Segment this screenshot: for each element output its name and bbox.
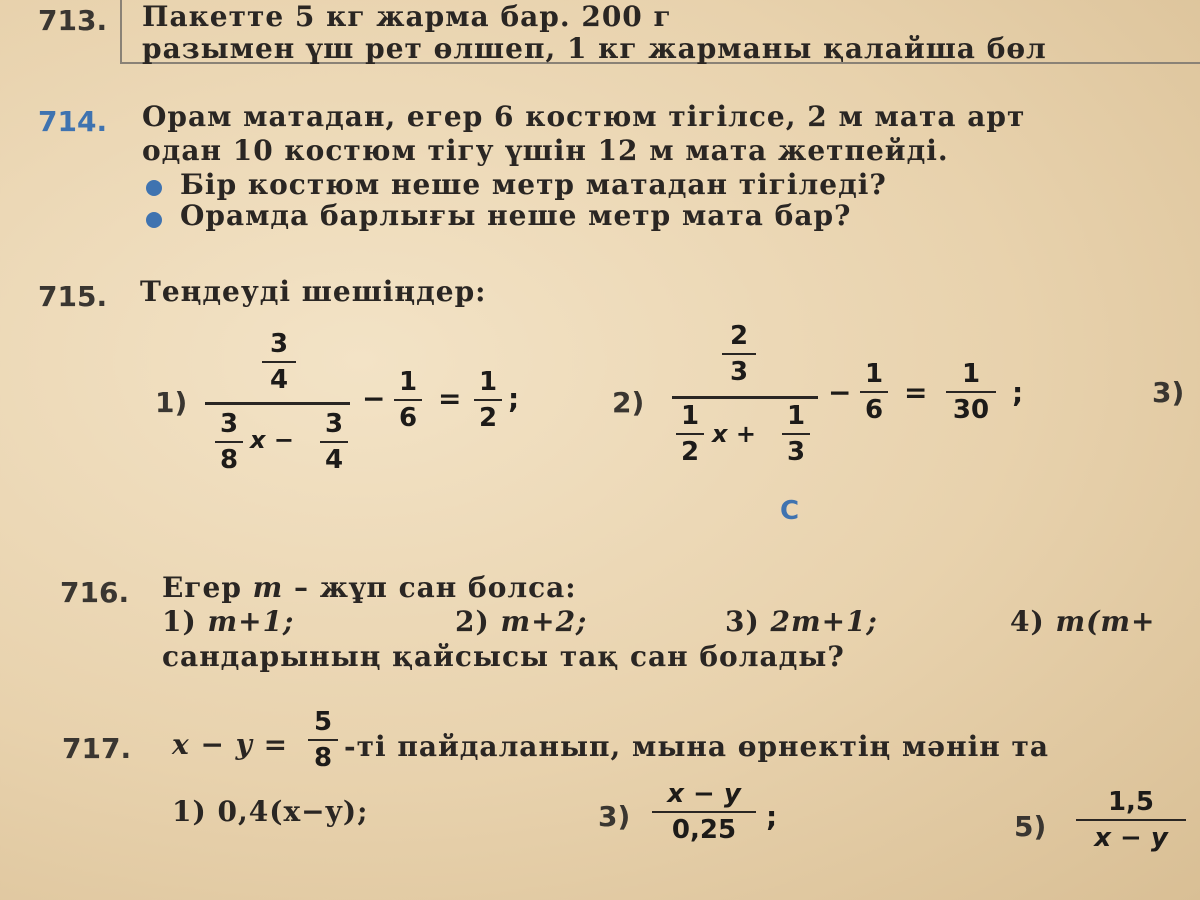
problem-714-question1: Бір костюм неше метр матадан тігіледі? xyxy=(180,168,887,201)
equation2-bottom-fraction-a: 1 2 xyxy=(676,402,704,466)
problem-717-number: 717. xyxy=(62,732,132,765)
problem-713-line1: Пакетте 5 кг жарма бар. 200 г xyxy=(142,0,672,33)
equation1-fraction-one-half: 1 2 xyxy=(474,368,502,432)
equation2-fraction-one-thirtieth: 1 30 xyxy=(946,360,996,424)
bullet-icon xyxy=(146,180,162,196)
equation1-equals: = xyxy=(438,382,462,415)
equation2-bottom-fraction-b: 1 3 xyxy=(782,402,810,466)
problem-714-line2: одан 10 костюм тігу үшін 12 м мата жетпейді. xyxy=(142,134,949,167)
problem-717-option3-label: 3) xyxy=(598,800,631,833)
problem-717-option5-fraction: 1,5 x − y xyxy=(1076,788,1186,852)
equation1-top-fraction: 3 4 xyxy=(262,330,296,394)
equation2-variable: x + xyxy=(712,420,756,448)
equation2-semicolon: ; xyxy=(1012,376,1024,409)
problem-714-question2: Орамда барлығы неше метр мата бар? xyxy=(180,199,852,232)
problem-717-option3-fraction: x − y 0,25 xyxy=(652,780,756,844)
problem-717-expression: x − y = xyxy=(172,728,289,761)
equation3-label: 3) xyxy=(1152,376,1185,409)
problem-714-number: 714. xyxy=(38,105,108,138)
problem-717-text: -ті пайдаланып, мына өрнектің мәнін та xyxy=(344,730,1049,763)
equation1-minus: − xyxy=(362,382,386,415)
problem-717-fraction: 5 8 xyxy=(308,708,338,772)
equation2-main-bar xyxy=(672,396,818,399)
equation2-minus: − xyxy=(828,376,852,409)
problem-716-option4: 4) m(m+ xyxy=(1010,605,1156,638)
problem-716-option1: 1) m+1; xyxy=(162,605,295,638)
problem-716-title: Егер m – жұп сан болса: xyxy=(162,571,577,604)
difficulty-mark-c: C xyxy=(780,496,800,526)
equation2-label: 2) xyxy=(612,386,645,419)
problem-717-option1: 1) 0,4(x−y); xyxy=(172,795,369,828)
problem-715-title: Теңдеуді шешіңдер: xyxy=(140,275,487,308)
problem-716-option2: 2) m+2; xyxy=(455,605,588,638)
equation2-fraction-one-sixth: 1 6 xyxy=(860,360,888,424)
problem-717-option5-label: 5) xyxy=(1014,810,1047,843)
equation1-label: 1) xyxy=(155,386,188,419)
bullet-icon xyxy=(146,212,162,228)
problem-714-line1: Орам матадан, егер 6 костюм тігілсе, 2 м мата арт xyxy=(142,100,1026,133)
equation2-equals: = xyxy=(904,376,928,409)
equation1-bottom-fraction-a: 3 8 xyxy=(215,410,243,474)
problem-716-number: 716. xyxy=(60,576,130,609)
problem-717-option3-semicolon: ; xyxy=(766,800,778,833)
problem-713-number: 713. xyxy=(38,4,108,37)
equation2-top-fraction: 2 3 xyxy=(722,322,756,386)
problem-715-number: 715. xyxy=(38,280,108,313)
equation1-fraction-one-sixth: 1 6 xyxy=(394,368,422,432)
equation1-main-bar xyxy=(205,402,350,405)
equation1-variable: x − xyxy=(250,426,294,454)
equation1-semicolon: ; xyxy=(508,382,520,415)
problem-716-option3: 3) 2m+1; xyxy=(725,605,878,638)
problem-716-line3: сандарының қайсысы тақ сан болады? xyxy=(162,640,845,673)
problem-713-line2: разымен үш рет өлшеп, 1 кг жарманы қалайша бөл xyxy=(142,32,1047,65)
equation1-bottom-fraction-b: 3 4 xyxy=(320,410,348,474)
